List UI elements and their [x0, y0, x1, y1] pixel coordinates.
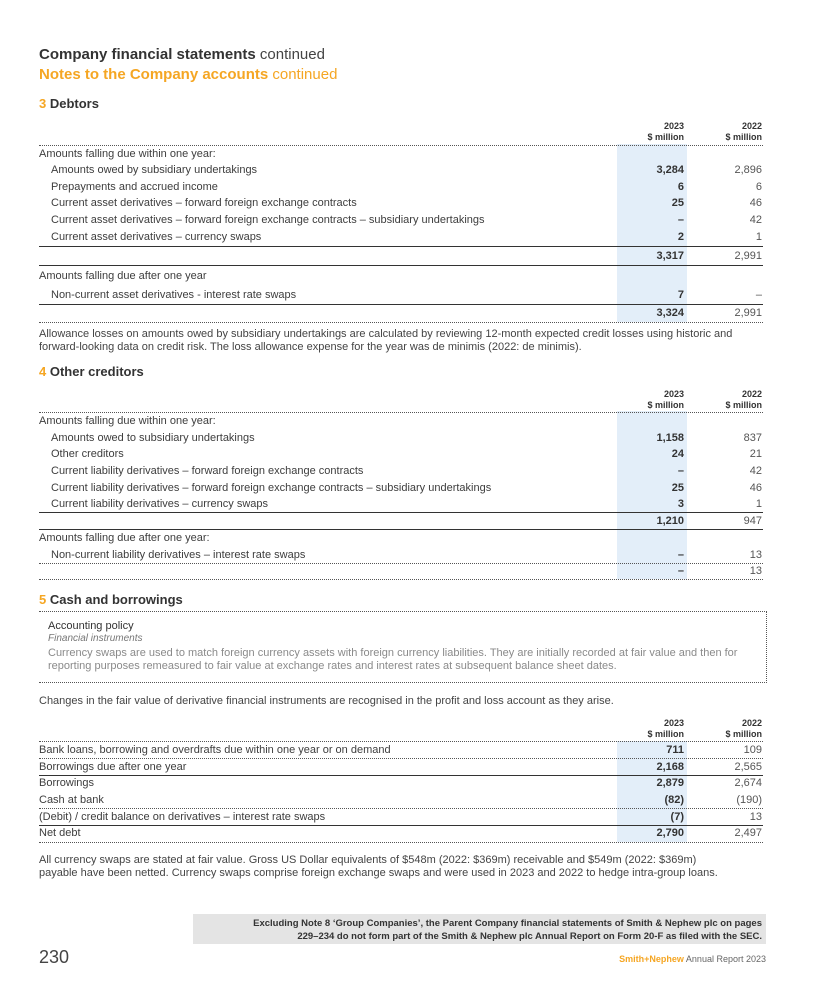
value-2023: – — [677, 549, 684, 561]
value-2022: 1 — [755, 231, 762, 243]
section-number: 3 — [39, 96, 47, 111]
value-2022: 42 — [749, 214, 762, 226]
table-row — [39, 759, 763, 775]
unit-label: $ million — [725, 729, 762, 739]
value-2022: (190) — [736, 794, 762, 806]
rule — [39, 842, 763, 843]
row-label: Non-current liability derivatives – interest rate swaps — [51, 549, 306, 561]
value-2023: 6 — [677, 181, 684, 193]
disclaimer-line: 229–234 do not form part of the Smith & Nephew plc Annual Report on Form 20-F as filed with the SEC. — [297, 931, 762, 942]
row-label: Current asset derivatives – currency swaps — [51, 231, 262, 243]
year-label: 2022 — [741, 718, 762, 728]
value-2023: (82) — [664, 794, 684, 806]
value-2023: 2,168 — [656, 761, 684, 773]
year-label: 2022 — [741, 121, 762, 131]
section-title: Debtors — [46, 96, 99, 111]
rule — [39, 246, 763, 247]
table-row — [39, 463, 763, 479]
unit-label: $ million — [647, 400, 684, 410]
table-row — [39, 775, 763, 791]
header-title: Company financial statements — [39, 46, 256, 63]
currency-swaps-note: All currency swaps are stated at fair value. Gross US Dollar equivalents of $548m (2022: $369m) receivable and $549m (2022: $369m) payable have been netted. Currency swaps comprise foreign exchange swaps and were used in 2023 and 2022 to hedge intra-group loans. — [39, 854, 718, 879]
form-20f-disclaimer — [193, 914, 766, 944]
row-label: (Debit) / credit balance on derivatives – interest rate swaps — [39, 811, 326, 823]
net-debt-row — [39, 825, 763, 841]
value-2022: 2,991 — [734, 307, 762, 319]
value-2023: – — [677, 565, 684, 577]
table-row — [39, 742, 763, 758]
row-label: Amounts falling due after one year: — [39, 532, 210, 544]
row-label: Current liability derivatives – forward foreign exchange contracts — [51, 465, 364, 477]
row-label: Cash at bank — [39, 794, 104, 806]
subheader-continued: continued — [268, 66, 338, 83]
footer — [560, 954, 766, 964]
value-2022: 1 — [755, 498, 762, 510]
value-2023: 7 — [677, 289, 684, 301]
report-name: Annual Report 2023 — [683, 954, 766, 964]
row-label: Amounts falling due within one year: — [39, 415, 216, 427]
table-row — [39, 212, 763, 228]
row-label: Bank loans, borrowing and overdrafts due within one year or on demand — [39, 744, 391, 756]
table-row — [39, 179, 763, 195]
col-header-2023 — [617, 389, 684, 411]
value-2023: 3,284 — [656, 164, 684, 176]
value-2022: 42 — [749, 465, 762, 477]
value-2023: 25 — [671, 482, 684, 494]
value-2022: 21 — [749, 448, 762, 460]
year-label: 2022 — [741, 389, 762, 399]
page-subheader — [39, 66, 337, 83]
value-2023: 3,317 — [656, 250, 684, 262]
row-label: Amounts falling due within one year: — [39, 148, 216, 160]
policy-text: Currency swaps are used to match foreign currency assets with foreign currency liabilities. They are initially recorded at fair value and then for reporting purposes remeasured to fair value at exchange rates and interest rates at subsequent balance sheet dates. — [48, 647, 738, 672]
header-continued: continued — [255, 46, 325, 63]
rule — [39, 579, 763, 580]
section-number: 5 — [39, 592, 47, 607]
section-title: Other creditors — [46, 364, 144, 379]
value-2023: 3 — [677, 498, 684, 510]
value-2023: 1,158 — [656, 432, 684, 444]
value-2023: 711 — [666, 744, 684, 756]
table-row — [39, 496, 763, 512]
table-row — [39, 287, 763, 303]
value-2022: 837 — [743, 432, 762, 444]
value-2022: 2,565 — [734, 761, 762, 773]
row-label: Prepayments and accrued income — [51, 181, 218, 193]
value-2023: 3,324 — [656, 307, 684, 319]
policy-subtitle: Financial instruments — [48, 633, 143, 644]
value-2023: 25 — [671, 197, 684, 209]
value-2022: 13 — [749, 565, 762, 577]
row-label: Current asset derivatives – forward foreign exchange contracts – subsidiary undertakings — [51, 214, 485, 226]
unit-label: $ million — [647, 729, 684, 739]
row-label: Current liability derivatives – forward foreign exchange contracts – subsidiary undertakings — [51, 482, 492, 494]
policy-title: Accounting policy — [48, 620, 134, 632]
page-number: 230 — [39, 947, 70, 967]
accounting-policy-box — [39, 611, 767, 683]
section-number: 4 — [39, 364, 47, 379]
debtors-note: Allowance losses on amounts owed by subsidiary undertakings are calculated by reviewing 12-month expected credit losses using historic and forward-looking data on credit risk. The loss allowance expense for the year was de minimis (2022: de minimis). — [39, 328, 733, 353]
section-5-heading — [39, 592, 183, 607]
total-row — [39, 305, 763, 321]
value-2022: 46 — [749, 197, 762, 209]
disclaimer-line: Excluding Note 8 ‘Group Companies’, the Parent Company financial statements of Smith & Nephew plc on pages — [253, 918, 762, 929]
row-label: Other creditors — [51, 448, 124, 460]
value-2022: 13 — [749, 811, 762, 823]
value-2022: 13 — [749, 549, 762, 561]
row-label: Current liability derivatives – currency swaps — [51, 498, 269, 510]
year-label: 2023 — [663, 718, 684, 728]
value-2022: 6 — [755, 181, 762, 193]
table-row — [39, 792, 763, 808]
subtotal-row — [39, 513, 763, 529]
subtotal-row — [39, 248, 763, 264]
table-row — [39, 195, 763, 211]
value-2022: 947 — [743, 515, 762, 527]
row-label: Net debt — [39, 827, 81, 839]
table-row — [39, 162, 763, 178]
rule — [39, 322, 763, 323]
col-header-2022 — [690, 389, 762, 411]
table-row — [39, 229, 763, 245]
col-header-2022 — [690, 718, 762, 740]
changes-text: Changes in the fair value of derivative financial instruments are recognised in the profit and loss account as they arise. — [39, 695, 614, 707]
table-row — [39, 547, 763, 563]
table-row — [39, 480, 763, 496]
col-header-2022 — [690, 121, 762, 143]
value-2022: 2,991 — [734, 250, 762, 262]
unit-label: $ million — [647, 132, 684, 142]
value-2022: 2,497 — [734, 827, 762, 839]
section-4-heading — [39, 364, 144, 379]
row-label: Borrowings due after one year — [39, 761, 187, 773]
value-2023: 24 — [671, 448, 684, 460]
section-3-heading — [39, 96, 99, 111]
value-2023: 2,879 — [656, 777, 684, 789]
value-2022: 2,674 — [734, 777, 762, 789]
brand-name: Smith+Nephew — [619, 954, 684, 964]
table-row — [39, 809, 763, 825]
value-2023: 2,790 — [656, 827, 684, 839]
row-label: Current asset derivatives – forward foreign exchange contracts — [51, 197, 357, 209]
value-2022: 2,896 — [734, 164, 762, 176]
page-header — [39, 46, 325, 63]
value-2022: 109 — [743, 744, 762, 756]
row-label: Borrowings — [39, 777, 95, 789]
rule — [39, 265, 763, 266]
subheader-title: Notes to the Company accounts — [39, 66, 269, 83]
col-header-2023 — [617, 718, 684, 740]
section-title: Cash and borrowings — [46, 592, 183, 607]
value-2022: 46 — [749, 482, 762, 494]
table-row — [39, 146, 763, 162]
year-label: 2023 — [663, 121, 684, 131]
table-row — [39, 268, 763, 284]
value-2023: 1,210 — [656, 515, 684, 527]
row-label: Amounts falling due after one year — [39, 270, 207, 282]
value-2022: – — [755, 289, 762, 301]
value-2023: 2 — [677, 231, 684, 243]
table-row — [39, 446, 763, 462]
value-2023: – — [677, 214, 684, 226]
row-label: Amounts owed to subsidiary undertakings — [51, 432, 255, 444]
year-label: 2023 — [663, 389, 684, 399]
row-label: Non-current asset derivatives - interest rate swaps — [51, 289, 297, 301]
value-2023: – — [677, 465, 684, 477]
row-label: Amounts owed by subsidiary undertakings — [51, 164, 258, 176]
table-row — [39, 430, 763, 446]
unit-label: $ million — [725, 132, 762, 142]
value-2023: (7) — [670, 811, 684, 823]
unit-label: $ million — [725, 400, 762, 410]
total-row — [39, 563, 763, 579]
table-row — [39, 413, 763, 429]
col-header-2023 — [617, 121, 684, 143]
table-row — [39, 530, 763, 546]
